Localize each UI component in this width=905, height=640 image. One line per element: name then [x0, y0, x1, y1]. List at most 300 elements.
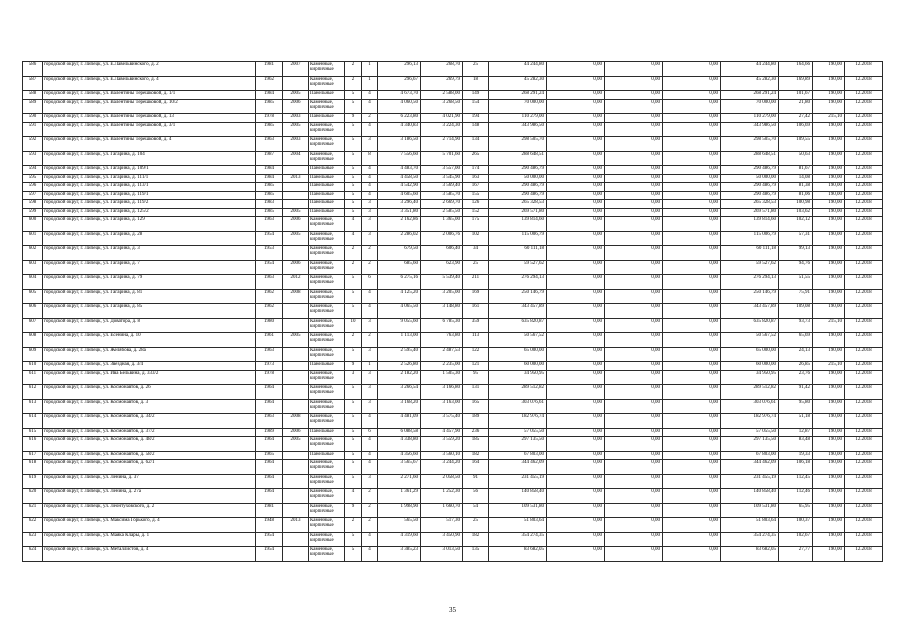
cell-owner-funds: 70 000,00	[721, 99, 779, 114]
cell-residents: 154	[463, 99, 489, 114]
cell-residents: 91	[463, 474, 489, 489]
cell-address: городской округ, г. Липецк, ул. Космонавтов, д. 58/2	[43, 451, 256, 460]
cell-federal-funds: 0,00	[547, 91, 605, 100]
cell-year-built: 1963	[256, 137, 283, 152]
cell-row-number: 599	[23, 208, 43, 217]
cell-floors: 5	[345, 399, 362, 414]
cell-year-renovated: 2005	[283, 208, 309, 217]
cell-owner-funds: 289 512,82	[721, 385, 779, 400]
cell-regional-funds: 0,00	[605, 489, 663, 504]
cell-year-renovated: 2003	[283, 137, 309, 152]
cell-row-number: 623	[23, 532, 43, 547]
cell-address: городской округ, г. Липецк, ул. Космонавтов, д. 48/2	[43, 437, 256, 452]
cell-municipal-funds: 0,00	[663, 62, 721, 77]
cell-federal-funds: 0,00	[547, 275, 605, 290]
cell-living-area: 4 021,90	[421, 114, 463, 123]
cell-total-area: 2 182,20	[378, 370, 421, 385]
cell-living-area: 3 560,10	[421, 451, 463, 460]
table-row	[23, 362, 883, 371]
cell-regional-funds: 0,00	[605, 137, 663, 152]
cell-regional-funds: 0,00	[605, 347, 663, 362]
cell-total-cost: 60 000,00	[489, 362, 547, 371]
cell-total-cost: 303 076,61	[489, 399, 547, 414]
cell-living-area: 3 545,90	[421, 174, 463, 183]
cell-year-built: 1964	[256, 489, 283, 504]
cell-floors: 5	[345, 174, 362, 183]
cell-federal-funds: 0,00	[547, 451, 605, 460]
cell-regional-funds: 0,00	[605, 151, 663, 166]
cell-regional-funds: 0,00	[605, 114, 663, 123]
cell-residents: 148	[463, 122, 489, 137]
cell-max-cost-per-sqm: 190,00	[813, 151, 845, 166]
cell-federal-funds: 0,00	[547, 200, 605, 209]
cell-residents: 169	[463, 289, 489, 304]
cell-owner-funds: 268 291,24	[721, 91, 779, 100]
cell-entrances: 3	[362, 385, 378, 400]
cell-regional-funds: 0,00	[605, 275, 663, 290]
table-row	[23, 183, 883, 192]
cell-cost-per-sqm: 103,62	[779, 208, 813, 217]
cell-entrances: 4	[362, 122, 378, 137]
cell-total-area: 296,67	[378, 76, 421, 91]
cell-residents: 56	[463, 489, 489, 504]
cell-owner-funds: 59 527,62	[721, 260, 779, 275]
cell-regional-funds: 0,00	[605, 289, 663, 304]
cell-total-area: 296,13	[378, 62, 421, 77]
cell-total-area: 3 266,54	[378, 385, 421, 400]
cell-total-area: 679,50	[378, 246, 421, 261]
cell-total-cost: 290 486,79	[489, 191, 547, 200]
cell-address: городской округ, г. Липецк, ул. Е.Лавельвинского, д. 4	[43, 76, 256, 91]
cell-federal-funds: 0,00	[547, 289, 605, 304]
cell-row-number: 606	[23, 304, 43, 319]
table-row	[23, 370, 883, 385]
cell-owner-funds: 60 000,00	[721, 362, 779, 371]
cell-row-number: 596	[23, 183, 43, 192]
cell-max-cost-per-sqm: 190,00	[813, 347, 845, 362]
cell-regional-funds: 0,00	[605, 91, 663, 100]
cell-regional-funds: 0,00	[605, 370, 663, 385]
cell-entrances: 4	[362, 99, 378, 114]
cell-regional-funds: 0,00	[605, 503, 663, 518]
cell-floors: 4	[345, 489, 362, 504]
cell-regional-funds: 0,00	[605, 451, 663, 460]
cell-year-renovated: 2008	[283, 289, 309, 304]
cell-wall-material: Панельные	[309, 451, 345, 460]
cell-year-built: 1987	[256, 151, 283, 166]
cell-row-number: 619	[23, 474, 43, 489]
register-table	[22, 61, 883, 562]
cell-total-cost: 50 000,00	[489, 174, 547, 183]
cell-municipal-funds: 0,00	[663, 362, 721, 371]
cell-residents: 122	[463, 347, 489, 362]
cell-floors: 2	[345, 246, 362, 261]
cell-entrances: 4	[362, 191, 378, 200]
cell-regional-funds: 0,00	[605, 460, 663, 475]
cell-regional-funds: 0,00	[605, 217, 663, 232]
cell-total-area: 3 296,40	[378, 200, 421, 209]
cell-year-built: 1983	[256, 200, 283, 209]
cell-total-area: 2 595,40	[378, 347, 421, 362]
cell-municipal-funds: 0,00	[663, 289, 721, 304]
cell-row-number: 587	[23, 76, 43, 91]
cell-address: городской округ, г. Липецк, ул. Гагарина, д. 109/1	[43, 166, 256, 175]
cell-total-area: 4 542,90	[378, 183, 421, 192]
cell-max-cost-per-sqm: 190,00	[813, 399, 845, 414]
table-row	[23, 399, 883, 414]
cell-year-built: 1985	[256, 122, 283, 137]
cell-federal-funds: 0,00	[547, 217, 605, 232]
cell-wall-material: Панельные	[309, 200, 345, 209]
cell-year-built: 1954	[256, 260, 283, 275]
cell-floors: 5	[345, 289, 362, 304]
cell-year-built: 1962	[256, 76, 283, 91]
cell-completion-date: 12.2018	[845, 333, 883, 348]
cell-entrances: 2	[362, 518, 378, 533]
cell-municipal-funds: 0,00	[663, 451, 721, 460]
cell-residents: 152	[463, 208, 489, 217]
cell-entrances: 4	[362, 532, 378, 547]
cell-residents: 25	[463, 62, 489, 77]
cell-living-area: 517,30	[421, 518, 463, 533]
table-row	[23, 62, 883, 77]
cell-completion-date: 12.2018	[845, 451, 883, 460]
cell-wall-material: Каменные, кирпичные	[309, 275, 345, 290]
cell-federal-funds: 0,00	[547, 489, 605, 504]
cell-entrances: 2	[362, 246, 378, 261]
cell-floors: 5	[345, 428, 362, 437]
cell-entrances: 3	[362, 231, 378, 246]
cell-owner-funds: 303 076,61	[721, 399, 779, 414]
cell-municipal-funds: 0,00	[663, 246, 721, 261]
cell-max-cost-per-sqm: 190,00	[813, 174, 845, 183]
cell-row-number: 620	[23, 489, 43, 504]
cell-floors: 5	[345, 166, 362, 175]
table-row	[23, 217, 883, 232]
cell-entrances: 1	[362, 62, 378, 77]
cell-max-cost-per-sqm: 190,00	[813, 385, 845, 400]
cell-completion-date: 12.2018	[845, 122, 883, 137]
cell-floors: 5	[345, 191, 362, 200]
cell-residents: 194	[463, 114, 489, 123]
cell-regional-funds: 0,00	[605, 208, 663, 217]
cell-municipal-funds: 0,00	[663, 114, 721, 123]
cell-total-area: 2 271,60	[378, 474, 421, 489]
cell-federal-funds: 0,00	[547, 428, 605, 437]
cell-total-cost: 344 462,09	[489, 460, 547, 475]
cell-owner-funds: 354 274,35	[721, 532, 779, 547]
cell-max-cost-per-sqm: 190,00	[813, 370, 845, 385]
cell-entrances: 4	[362, 437, 378, 452]
cell-floors: 9	[345, 362, 362, 371]
cell-total-area: 1 998,90	[378, 503, 421, 518]
cell-cost-per-sqm: 83,48	[779, 437, 813, 452]
cell-year-renovated	[283, 166, 309, 175]
cell-address: городской округ, г. Липецк, ул. Максима Горького, д. 4	[43, 518, 256, 533]
cell-row-number: 591	[23, 122, 43, 137]
cell-year-built: 1984	[256, 166, 283, 175]
cell-total-area: 1 361,29	[378, 489, 421, 504]
cell-residents: 54	[463, 503, 489, 518]
cell-year-renovated	[283, 474, 309, 489]
cell-owner-funds: 290 486,79	[721, 183, 779, 192]
cell-living-area: 3 013,50	[421, 547, 463, 562]
cell-total-cost: 343 457,89	[489, 304, 547, 319]
cell-living-area: 3 166,80	[421, 385, 463, 400]
cell-row-number: 615	[23, 428, 43, 437]
cell-living-area: 3 224,30	[421, 122, 463, 137]
cell-residents: 265	[463, 151, 489, 166]
cell-year-renovated: 2006	[283, 260, 309, 275]
table-row	[23, 208, 883, 217]
cell-completion-date: 12.2018	[845, 474, 883, 489]
cell-cost-per-sqm: 100,98	[779, 200, 813, 209]
cell-cost-per-sqm: 50,63	[779, 151, 813, 166]
cell-wall-material: Каменные, кирпичные	[309, 532, 345, 547]
cell-entrances: 3	[362, 217, 378, 232]
cell-row-number: 603	[23, 260, 43, 275]
cell-living-area: 3 244,20	[421, 460, 463, 475]
cell-cost-per-sqm: 102,67	[779, 532, 813, 547]
cell-floors: 2	[345, 518, 362, 533]
cell-address: городской округ, г. Липецк, ул. Валентины Терешковой, д. 1/1	[43, 91, 256, 100]
cell-year-built: 1954	[256, 532, 283, 547]
cell-total-area: 9 055,60	[378, 318, 421, 333]
cell-regional-funds: 0,00	[605, 200, 663, 209]
cell-living-area: 3 559,20	[421, 437, 463, 452]
cell-max-cost-per-sqm: 190,00	[813, 231, 845, 246]
cell-year-built: 1962	[256, 304, 283, 319]
cell-completion-date: 12.2018	[845, 304, 883, 319]
table-row	[23, 428, 883, 437]
cell-year-built: 1964	[256, 437, 283, 452]
cell-residents: 121	[463, 362, 489, 371]
cell-owner-funds: 250 146,79	[721, 289, 779, 304]
cell-entrances: 4	[362, 451, 378, 460]
cell-living-area: 5 701,60	[421, 151, 463, 166]
cell-floors: 5	[345, 460, 362, 475]
cell-floors: 2	[345, 76, 362, 91]
cell-living-area: 5 539,40	[421, 275, 463, 290]
cell-total-area: 4 458,50	[378, 174, 421, 183]
cell-floors: 5	[345, 347, 362, 362]
cell-entrances: 3	[362, 399, 378, 414]
cell-completion-date: 12.2018	[845, 174, 883, 183]
cell-year-renovated	[283, 385, 309, 400]
cell-federal-funds: 0,00	[547, 460, 605, 475]
cell-living-area: 1 660,70	[421, 503, 463, 518]
cell-year-built: 1964	[256, 399, 283, 414]
cell-row-number: 624	[23, 547, 43, 562]
cell-federal-funds: 0,00	[547, 333, 605, 348]
cell-federal-funds: 0,00	[547, 385, 605, 400]
cell-floors: 5	[345, 183, 362, 192]
cell-year-renovated	[283, 200, 309, 209]
cell-total-cost: 109 531,80	[489, 503, 547, 518]
cell-owner-funds: 50 000,00	[721, 174, 779, 183]
cell-living-area: 2 669,70	[421, 200, 463, 209]
cell-total-cost: 288 648,51	[489, 151, 547, 166]
cell-residents: 34	[463, 246, 489, 261]
cell-year-built: 1963	[256, 347, 283, 362]
cell-floors: 2	[345, 62, 362, 77]
cell-living-area: 6 785,30	[421, 318, 463, 333]
cell-owner-funds: 288 648,51	[721, 151, 779, 166]
cell-max-cost-per-sqm: 190,00	[813, 518, 845, 533]
cell-cost-per-sqm: 81,38	[779, 183, 813, 192]
cell-entrances: 1	[362, 362, 378, 371]
cell-owner-funds: 290 486,79	[721, 191, 779, 200]
cell-entrances: 3	[362, 474, 378, 489]
cell-cost-per-sqm: 94,76	[779, 260, 813, 275]
cell-municipal-funds: 0,00	[663, 260, 721, 275]
cell-cost-per-sqm: 112,46	[779, 489, 813, 504]
cell-owner-funds: 139 814,60	[721, 217, 779, 232]
cell-wall-material: Каменные, кирпичные	[309, 260, 345, 275]
cell-completion-date: 12.2018	[845, 91, 883, 100]
cell-total-cost: 51 803,64	[489, 518, 547, 533]
cell-total-cost: 139 814,60	[489, 217, 547, 232]
table-row	[23, 385, 883, 400]
cell-year-renovated	[283, 304, 309, 319]
cell-year-renovated: 2005	[283, 437, 309, 452]
cell-wall-material: Каменные, кирпичные	[309, 76, 345, 91]
cell-cost-per-sqm: 51,55	[779, 275, 813, 290]
cell-wall-material: Панельные	[309, 114, 345, 123]
cell-address: городской округ, г. Липецк, ул. Валентины Терешковой, д. 3/1	[43, 122, 256, 137]
cell-living-area: 2 235,00	[421, 362, 463, 371]
cell-total-area: 4 483,70	[378, 166, 421, 175]
cell-max-cost-per-sqm: 190,00	[813, 333, 845, 348]
cell-regional-funds: 0,00	[605, 62, 663, 77]
cell-floors: 3	[345, 370, 362, 385]
cell-year-renovated: 2003	[283, 114, 309, 123]
cell-residents: 135	[463, 547, 489, 562]
cell-floors: 5	[345, 208, 362, 217]
cell-owner-funds: 269 571,80	[721, 208, 779, 217]
cell-total-cost: 290 486,79	[489, 166, 547, 175]
cell-living-area: 623,90	[421, 260, 463, 275]
cell-residents: 236	[463, 428, 489, 437]
cell-entrances: 3	[362, 200, 378, 209]
cell-cost-per-sqm: 106,69	[779, 122, 813, 137]
cell-municipal-funds: 0,00	[663, 503, 721, 518]
cell-owner-funds: 110 279,00	[721, 114, 779, 123]
cell-regional-funds: 0,00	[605, 183, 663, 192]
cell-residents: 126	[463, 200, 489, 209]
cell-max-cost-per-sqm: 190,00	[813, 200, 845, 209]
cell-year-renovated	[283, 347, 309, 362]
cell-cost-per-sqm: 81,06	[779, 191, 813, 200]
cell-max-cost-per-sqm: 190,00	[813, 451, 845, 460]
cell-floors: 5	[345, 532, 362, 547]
cell-owner-funds: 83 682,05	[721, 547, 779, 562]
cell-owner-funds: 635 820,87	[721, 318, 779, 333]
cell-regional-funds: 0,00	[605, 437, 663, 452]
cell-cost-per-sqm: 19,33	[779, 451, 813, 460]
cell-completion-date: 12.2018	[845, 208, 883, 217]
cell-row-number: 613	[23, 399, 43, 414]
cell-floors: 5	[345, 200, 362, 209]
cell-entrances: 4	[362, 183, 378, 192]
cell-total-area: 6 275,16	[378, 275, 421, 290]
cell-floors: 5	[345, 99, 362, 114]
cell-regional-funds: 0,00	[605, 304, 663, 319]
cell-owner-funds: 276 294,13	[721, 275, 779, 290]
cell-federal-funds: 0,00	[547, 362, 605, 371]
table-row	[23, 318, 883, 333]
cell-year-built: 1965	[256, 451, 283, 460]
table-row	[23, 99, 883, 114]
cell-row-number: 617	[23, 451, 43, 460]
cell-floors: 5	[345, 451, 362, 460]
cell-year-renovated: 2005	[283, 231, 309, 246]
cell-completion-date: 12.2018	[845, 347, 883, 362]
cell-living-area: 4 457,90	[421, 428, 463, 437]
cell-living-area: 269,79	[421, 76, 463, 91]
cell-wall-material: Панельные	[309, 208, 345, 217]
cell-max-cost-per-sqm: 190,00	[813, 489, 845, 504]
cell-row-number: 614	[23, 414, 43, 429]
cell-year-renovated: 2013	[283, 518, 309, 533]
cell-municipal-funds: 0,00	[663, 99, 721, 114]
cell-federal-funds: 0,00	[547, 318, 605, 333]
cell-municipal-funds: 0,00	[663, 217, 721, 232]
cell-owner-funds: 109 531,80	[721, 503, 779, 518]
cell-total-area: 2 526,80	[378, 362, 421, 371]
cell-address: городской округ, г. Липецк, ул. Космонавтов, д. 62/1	[43, 460, 256, 475]
cell-cost-per-sqm: 24,13	[779, 347, 813, 362]
cell-municipal-funds: 0,00	[663, 208, 721, 217]
cell-address: городской округ, г. Липецк, ул. Гагарина, д. 111/1	[43, 174, 256, 183]
cell-federal-funds: 0,00	[547, 370, 605, 385]
cell-living-area: 2 585,50	[421, 208, 463, 217]
cell-cost-per-sqm: 109,55	[779, 137, 813, 152]
cell-federal-funds: 0,00	[547, 347, 605, 362]
cell-federal-funds: 0,00	[547, 304, 605, 319]
cell-regional-funds: 0,00	[605, 231, 663, 246]
cell-row-number: 602	[23, 246, 43, 261]
cell-address: городской округ, г. Липецк, ул. Валентины Терешковой, д. 4	[43, 137, 256, 152]
cell-total-cost: 343 986,50	[489, 122, 547, 137]
cell-living-area: 3 575,40	[421, 414, 463, 429]
cell-completion-date: 12.2018	[845, 489, 883, 504]
cell-row-number: 609	[23, 347, 43, 362]
cell-cost-per-sqm: 65,95	[779, 503, 813, 518]
cell-living-area: 1 505,30	[421, 370, 463, 385]
cell-row-number: 612	[23, 385, 43, 400]
cell-residents: 211	[463, 275, 489, 290]
cell-max-cost-per-sqm: 190,00	[813, 503, 845, 518]
cell-floors: 4	[345, 231, 362, 246]
cell-floors: 5	[345, 437, 362, 452]
cell-owner-funds: 65 000,00	[721, 347, 779, 362]
cell-owner-funds: 34 950,95	[721, 370, 779, 385]
cell-year-built: 1964	[256, 474, 283, 489]
cell-completion-date: 12.2018	[845, 231, 883, 246]
table-row	[23, 289, 883, 304]
cell-owner-funds: 51 803,64	[721, 518, 779, 533]
cell-total-cost: 290 486,79	[489, 183, 547, 192]
cell-federal-funds: 0,00	[547, 137, 605, 152]
cell-municipal-funds: 0,00	[663, 414, 721, 429]
cell-owner-funds: 44 244,80	[721, 62, 779, 77]
cell-cost-per-sqm: 12,87	[779, 428, 813, 437]
cell-entrances: 3	[362, 208, 378, 217]
cell-regional-funds: 0,00	[605, 474, 663, 489]
cell-residents: 113	[463, 333, 489, 348]
cell-owner-funds: 344 462,09	[721, 460, 779, 475]
